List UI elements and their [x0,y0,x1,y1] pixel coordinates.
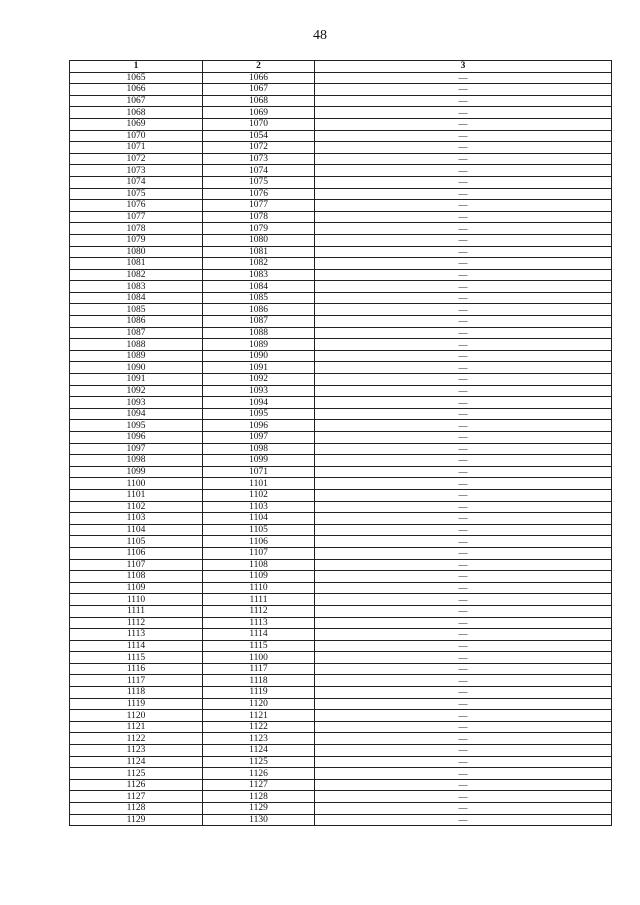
table-cell-col-3: — [315,316,612,328]
table-row [70,327,612,339]
table-cell-col-2: 1123 [203,733,315,745]
table-cell-col-1: 1124 [70,756,203,768]
table-row [70,72,612,84]
table-cell-col-3: — [315,768,612,780]
table-row [70,478,612,490]
table-cell-col-1: 1114 [70,640,203,652]
table-cell-col-1: 1121 [70,721,203,733]
table-cell-col-1: 1072 [70,153,203,165]
table-cell-col-2: 1102 [203,489,315,501]
table-row [70,269,612,281]
table-cell-col-2: 1083 [203,269,315,281]
table-cell-col-3: — [315,478,612,490]
table-row [70,362,612,374]
table-cell-col-3: — [315,547,612,559]
table-row [70,640,612,652]
table-cell-col-2: 1100 [203,652,315,664]
table-cell-col-3: — [315,130,612,142]
table-cell-col-1: 1090 [70,362,203,374]
table-cell-col-1: 1110 [70,594,203,606]
table-cell-col-3: — [315,652,612,664]
table-cell-col-2: 1101 [203,478,315,490]
table-cell-col-1: 1081 [70,258,203,270]
table-cell-col-3: — [315,432,612,444]
table-cell-col-2: 1081 [203,246,315,258]
table-cell-col-3: — [315,501,612,513]
table-cell-col-1: 1108 [70,571,203,583]
table-cell-col-2: 1098 [203,443,315,455]
table-cell-col-3: — [315,721,612,733]
table-cell-col-2: 1092 [203,374,315,386]
table-row [70,281,612,293]
table-row [70,432,612,444]
table-row [70,617,612,629]
table-cell-col-3: — [315,269,612,281]
table-cell-col-3: — [315,211,612,223]
table-cell-col-1: 1129 [70,814,203,826]
table-cell-col-2: 1110 [203,582,315,594]
table-cell-col-1: 1098 [70,455,203,467]
table-cell-col-2: 1105 [203,524,315,536]
table-cell-col-1: 1075 [70,188,203,200]
table-cell-col-1: 1078 [70,223,203,235]
table-row [70,687,612,699]
table-cell-col-1: 1100 [70,478,203,490]
table-cell-col-3: — [315,292,612,304]
table-cell-col-1: 1088 [70,339,203,351]
table-row [70,571,612,583]
table-cell-col-2: 1075 [203,176,315,188]
table-cell-col-2: 1068 [203,95,315,107]
table-header [70,61,612,73]
table-cell-col-3: — [315,455,612,467]
table-cell-col-3: — [315,385,612,397]
table-cell-col-2: 1103 [203,501,315,513]
table-cell-col-3: — [315,513,612,525]
table-cell-col-1: 1111 [70,605,203,617]
table-cell-col-2: 1126 [203,768,315,780]
table-cell-col-3: — [315,524,612,536]
table-cell-col-3: — [315,246,612,258]
table-cell-col-1: 1074 [70,176,203,188]
table-row [70,756,612,768]
table-cell-col-3: — [315,304,612,316]
table-row [70,582,612,594]
table-cell-col-2: 1066 [203,72,315,84]
table-cell-col-1: 1120 [70,710,203,722]
table-cell-col-3: — [315,629,612,641]
table-cell-col-1: 1113 [70,629,203,641]
table-cell-col-3: — [315,327,612,339]
table-cell-col-1: 1070 [70,130,203,142]
table-cell-col-3: — [315,362,612,374]
table-cell-col-1: 1103 [70,513,203,525]
table-cell-col-2: 1106 [203,536,315,548]
table-cell-col-3: — [315,698,612,710]
table-cell-col-3: — [315,466,612,478]
table-cell-col-3: — [315,675,612,687]
data-table [69,60,612,826]
table-cell-col-1: 1115 [70,652,203,664]
table-cell-col-3: — [315,420,612,432]
table-row [70,385,612,397]
table-row [70,559,612,571]
table-row [70,594,612,606]
table-cell-col-1: 1122 [70,733,203,745]
table-cell-col-3: — [315,663,612,675]
table-cell-col-3: — [315,165,612,177]
table-row [70,663,612,675]
table-row [70,211,612,223]
table-cell-col-3: — [315,397,612,409]
table-cell-col-3: — [315,582,612,594]
table-cell-col-2: 1096 [203,420,315,432]
table-cell-col-3: — [315,281,612,293]
table-cell-col-2: 1078 [203,211,315,223]
table-row [70,698,612,710]
table-cell-col-2: 1124 [203,745,315,757]
table-cell-col-2: 1118 [203,675,315,687]
table-cell-col-1: 1105 [70,536,203,548]
table-cell-col-1: 1089 [70,350,203,362]
table-row [70,84,612,96]
table-cell-col-2: 1112 [203,605,315,617]
table-cell-col-2: 1079 [203,223,315,235]
table-cell-col-2: 1127 [203,779,315,791]
table-row [70,246,612,258]
table-row [70,339,612,351]
table-cell-col-2: 1080 [203,234,315,246]
table-row [70,258,612,270]
table-cell-col-2: 1084 [203,281,315,293]
table-row [70,745,612,757]
table-row [70,153,612,165]
table-cell-col-3: — [315,200,612,212]
table-cell-col-1: 1091 [70,374,203,386]
table-cell-col-1: 1106 [70,547,203,559]
table-cell-col-3: — [315,814,612,826]
table-cell-col-1: 1104 [70,524,203,536]
table-cell-col-2: 1090 [203,350,315,362]
table-cell-col-1: 1067 [70,95,203,107]
table-cell-col-1: 1069 [70,118,203,130]
table-row [70,118,612,130]
table-cell-col-3: — [315,779,612,791]
table-cell-col-3: — [315,745,612,757]
table-cell-col-3: — [315,95,612,107]
table-cell-col-2: 1074 [203,165,315,177]
table-cell-col-1: 1128 [70,803,203,815]
table-cell-col-2: 1122 [203,721,315,733]
table-cell-col-2: 1088 [203,327,315,339]
table-row [70,466,612,478]
table-cell-col-2: 1077 [203,200,315,212]
table-cell-col-3: — [315,803,612,815]
table-cell-col-3: — [315,559,612,571]
table-cell-col-3: — [315,188,612,200]
table-cell-col-1: 1099 [70,466,203,478]
data-table-container [69,60,611,826]
column-header-1: 1 [70,61,203,73]
table-cell-col-2: 1113 [203,617,315,629]
table-cell-col-1: 1092 [70,385,203,397]
table-cell-col-3: — [315,443,612,455]
table-cell-col-1: 1084 [70,292,203,304]
table-cell-col-3: — [315,408,612,420]
table-cell-col-1: 1085 [70,304,203,316]
table-row [70,547,612,559]
table-cell-col-2: 1107 [203,547,315,559]
table-cell-col-1: 1118 [70,687,203,699]
table-cell-col-3: — [315,640,612,652]
table-cell-col-3: — [315,571,612,583]
table-cell-col-2: 1067 [203,84,315,96]
table-cell-col-2: 1111 [203,594,315,606]
table-row [70,652,612,664]
table-row [70,95,612,107]
table-row [70,733,612,745]
table-cell-col-2: 1082 [203,258,315,270]
table-cell-col-2: 1119 [203,687,315,699]
table-cell-col-2: 1073 [203,153,315,165]
table-cell-col-1: 1126 [70,779,203,791]
table-cell-col-1: 1087 [70,327,203,339]
table-cell-col-2: 1099 [203,455,315,467]
table-cell-col-2: 1128 [203,791,315,803]
table-cell-col-3: — [315,72,612,84]
table-cell-col-3: — [315,107,612,119]
table-cell-col-2: 1072 [203,142,315,154]
table-cell-col-1: 1127 [70,791,203,803]
table-cell-col-2: 1117 [203,663,315,675]
table-cell-col-3: — [315,710,612,722]
table-cell-col-1: 1117 [70,675,203,687]
table-cell-col-3: — [315,791,612,803]
table-row [70,501,612,513]
table-cell-col-3: — [315,84,612,96]
table-cell-col-2: 1091 [203,362,315,374]
table-row [70,107,612,119]
table-row [70,316,612,328]
table-cell-col-2: 1125 [203,756,315,768]
table-row [70,292,612,304]
table-cell-col-2: 1093 [203,385,315,397]
table-cell-col-2: 1054 [203,130,315,142]
table-row [70,350,612,362]
table-cell-col-3: — [315,350,612,362]
table-cell-col-1: 1101 [70,489,203,501]
table-cell-col-3: — [315,339,612,351]
table-cell-col-2: 1069 [203,107,315,119]
table-cell-col-2: 1120 [203,698,315,710]
table-cell-col-1: 1082 [70,269,203,281]
table-cell-col-2: 1095 [203,408,315,420]
table-row [70,779,612,791]
table-cell-col-2: 1104 [203,513,315,525]
table-cell-col-3: — [315,536,612,548]
table-cell-col-2: 1114 [203,629,315,641]
table-cell-col-1: 1073 [70,165,203,177]
table-row [70,489,612,501]
table-cell-col-2: 1087 [203,316,315,328]
table-cell-col-2: 1121 [203,710,315,722]
table-row [70,176,612,188]
table-cell-col-1: 1102 [70,501,203,513]
table-cell-col-1: 1123 [70,745,203,757]
table-cell-col-1: 1086 [70,316,203,328]
table-cell-col-2: 1071 [203,466,315,478]
table-row [70,188,612,200]
table-cell-col-1: 1068 [70,107,203,119]
table-cell-col-3: — [315,756,612,768]
column-header-2: 2 [203,61,315,73]
table-cell-col-3: — [315,142,612,154]
table-cell-col-3: — [315,176,612,188]
table-cell-col-2: 1086 [203,304,315,316]
page-number: 48 [313,28,327,43]
table-cell-col-1: 1080 [70,246,203,258]
table-row [70,420,612,432]
table-cell-col-3: — [315,153,612,165]
table-row [70,165,612,177]
table-cell-col-3: — [315,234,612,246]
table-cell-col-3: — [315,118,612,130]
table-cell-col-3: — [315,687,612,699]
table-row [70,455,612,467]
table-cell-col-3: — [315,594,612,606]
table-cell-col-1: 1112 [70,617,203,629]
table-row [70,408,612,420]
table-cell-col-2: 1130 [203,814,315,826]
table-cell-col-1: 1109 [70,582,203,594]
table-row [70,223,612,235]
table-cell-col-1: 1071 [70,142,203,154]
table-cell-col-1: 1077 [70,211,203,223]
table-row [70,524,612,536]
table-body [70,72,612,826]
table-cell-col-3: — [315,374,612,386]
table-cell-col-1: 1095 [70,420,203,432]
table-cell-col-2: 1108 [203,559,315,571]
table-row [70,721,612,733]
table-row [70,675,612,687]
table-row [70,374,612,386]
table-cell-col-3: — [315,617,612,629]
table-row [70,710,612,722]
table-cell-col-3: — [315,258,612,270]
table-cell-col-1: 1076 [70,200,203,212]
table-cell-col-1: 1066 [70,84,203,96]
table-cell-col-2: 1094 [203,397,315,409]
table-cell-col-1: 1116 [70,663,203,675]
table-row [70,803,612,815]
table-row [70,513,612,525]
table-cell-col-1: 1125 [70,768,203,780]
table-row [70,397,612,409]
table-cell-col-1: 1096 [70,432,203,444]
header-row [70,61,612,73]
table-cell-col-3: — [315,605,612,617]
table-row [70,814,612,826]
table-row [70,234,612,246]
table-cell-col-2: 1129 [203,803,315,815]
table-cell-col-1: 1107 [70,559,203,571]
table-cell-col-2: 1085 [203,292,315,304]
table-row [70,768,612,780]
table-cell-col-1: 1097 [70,443,203,455]
table-cell-col-2: 1076 [203,188,315,200]
table-row [70,200,612,212]
table-row [70,443,612,455]
table-cell-col-2: 1097 [203,432,315,444]
table-cell-col-2: 1115 [203,640,315,652]
table-cell-col-1: 1079 [70,234,203,246]
table-row [70,536,612,548]
table-cell-col-1: 1083 [70,281,203,293]
table-row [70,629,612,641]
table-row [70,142,612,154]
table-row [70,304,612,316]
table-cell-col-1: 1093 [70,397,203,409]
table-row [70,791,612,803]
table-cell-col-2: 1070 [203,118,315,130]
table-cell-col-1: 1094 [70,408,203,420]
table-cell-col-2: 1089 [203,339,315,351]
column-header-3: 3 [315,61,612,73]
table-cell-col-3: — [315,733,612,745]
table-cell-col-2: 1109 [203,571,315,583]
table-row [70,130,612,142]
table-cell-col-3: — [315,223,612,235]
table-cell-col-1: 1119 [70,698,203,710]
table-row [70,605,612,617]
table-cell-col-1: 1065 [70,72,203,84]
table-cell-col-3: — [315,489,612,501]
